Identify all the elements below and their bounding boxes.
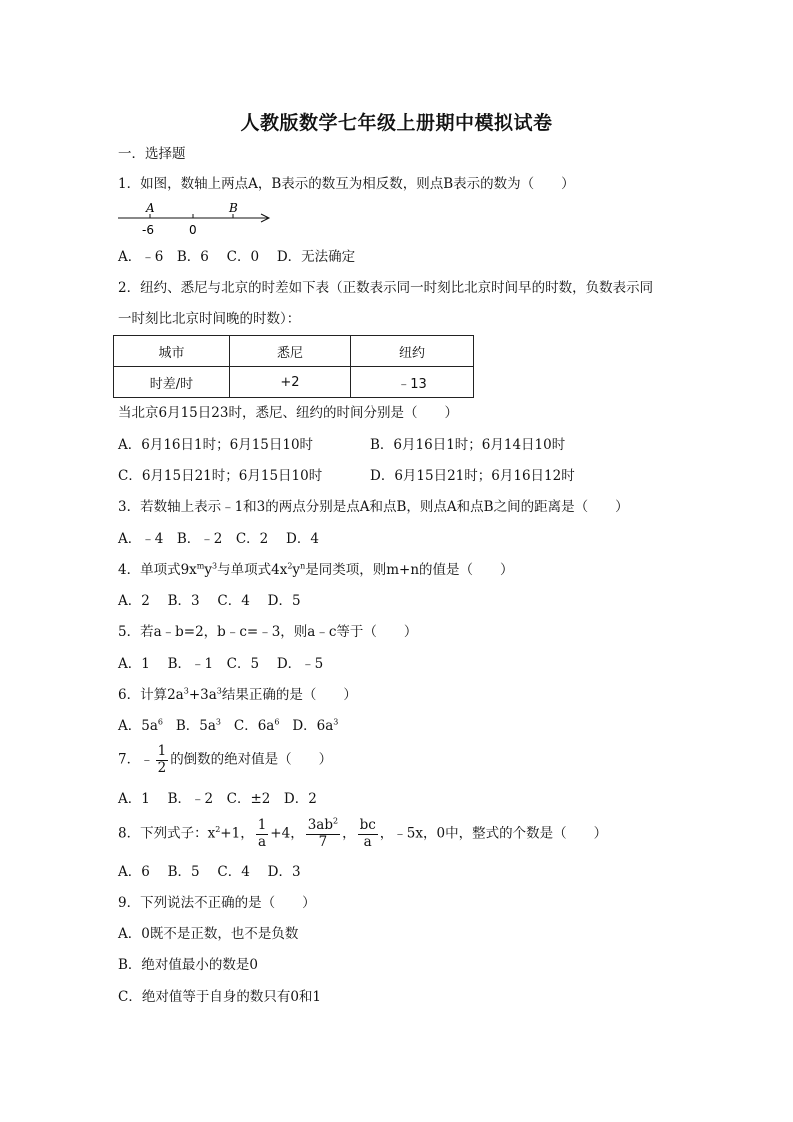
table-row	[114, 367, 474, 398]
q8-text: ，﹣5x，0中，整式的个数是（ ）	[379, 825, 608, 842]
question-6-options	[118, 717, 339, 734]
q4-text: 4．单项式9x	[118, 562, 197, 578]
point-a-label: A	[146, 201, 155, 215]
question-2-option-c: C．6月15日21时；6月15日10时	[118, 468, 323, 484]
question-2-option-d: D．6月15日21时；6月16日12时	[370, 468, 575, 484]
number-line-figure	[118, 200, 278, 240]
q6-option-a: A．5a	[118, 718, 158, 734]
q6-option-b: B．5a	[175, 718, 216, 734]
question-1-stem: 1．如图，数轴上两点A，B表示的数互为相反数，则点B表示的数为（ ）	[118, 176, 575, 192]
fraction-denominator: a	[363, 833, 372, 850]
question-2-option-b: B．6月16日1时；6月14日10时	[370, 437, 566, 453]
question-2-stem-line2: 一时刻比北京时间晚的时数）：	[118, 311, 301, 327]
q8-text: ，	[342, 825, 356, 842]
page-title: 人教版数学七年级上册期中模拟试卷	[240, 112, 553, 134]
question-9-option-c: C．绝对值等于自身的数只有0和1	[118, 989, 322, 1005]
q8-exponent: 2	[215, 825, 221, 835]
question-3-stem: 3．若数轴上表示﹣1和3的两点分别是点A和点B，则点A和点B之间的距离是（ ）	[118, 499, 629, 515]
question-9-option-a: A．0既不是正数，也不是负数	[118, 926, 299, 942]
q6-exponent: 3	[333, 717, 339, 727]
table-cell: +2	[230, 367, 351, 398]
tick-label-0: 0	[189, 223, 197, 237]
q8-numerator-text: 3ab	[307, 817, 333, 833]
fraction-numerator: bc	[359, 817, 376, 833]
fraction-numerator: 1	[257, 817, 267, 833]
question-4-stem	[118, 561, 514, 578]
table-cell: 城市	[114, 336, 230, 367]
q4-exponent: 2	[287, 561, 293, 571]
fraction-denominator: a	[257, 833, 267, 850]
question-5-options: A．1 B．﹣1 C．5 D．﹣5	[118, 656, 324, 672]
question-4-options: A．2 B．3 C．4 D．5	[118, 593, 301, 609]
fraction	[156, 744, 169, 776]
q6-text: 6．计算2a	[118, 687, 184, 703]
table-cell: 时差/时	[114, 367, 230, 398]
section-heading: 一．选择题	[118, 146, 186, 162]
q6-exponent: 3	[183, 686, 189, 696]
question-9-stem: 9．下列说法不正确的是（ ）	[118, 895, 316, 911]
q4-exponent: n	[300, 561, 306, 571]
question-2-question: 当北京6月15日23时，悉尼、纽约的时间分别是（ ）	[118, 405, 458, 421]
q4-text: 是同类项，则m+n的值是（ ）	[305, 562, 514, 578]
q4-text: y	[292, 562, 301, 578]
time-difference-table	[113, 335, 474, 398]
question-1-options: A．﹣6 B．6 C．0 D．无法确定	[118, 249, 356, 265]
point-b-label: B	[229, 201, 238, 215]
q6-exponent: 3	[215, 717, 222, 727]
question-6-stem	[118, 686, 357, 703]
q6-text: 结果正确的是（ ）	[221, 687, 357, 703]
q8-text: +4，	[270, 825, 304, 842]
q6-exponent: 3	[216, 686, 222, 696]
question-2-stem-line1: 2．纽约、悉尼与北京的时差如下表（正数表示同一时刻比北京时间早的时数，负数表示同	[118, 280, 654, 296]
question-5-stem: 5．若a﹣b=2，b﹣c=﹣3，则a﹣c等于（ ）	[118, 624, 418, 640]
q4-exponent: 3	[212, 561, 218, 571]
question-7-stem	[118, 744, 332, 776]
q6-text: +3a	[188, 687, 217, 703]
q6-option-d: D．6a	[292, 718, 334, 734]
tick-label-a: -6	[142, 223, 154, 237]
question-2-option-a: A．6月16日1时；6月15日10时	[118, 437, 314, 453]
q4-exponent: m	[196, 561, 205, 571]
fraction-denominator: 2	[157, 759, 167, 776]
q8-text: 8．下列式子：x	[118, 825, 216, 842]
q7-text: 的倒数的绝对值是（ ）	[170, 751, 333, 768]
q6-exponent: 6	[157, 717, 163, 727]
fraction-denominator: 7	[318, 833, 328, 850]
question-3-options: A．﹣4 B．﹣2 C．2 D．4	[118, 531, 319, 547]
table-cell: 纽约	[351, 336, 474, 367]
question-8-options: A．6 B．5 C．4 D．3	[118, 864, 301, 880]
q8-text: +1，	[220, 825, 254, 842]
q4-text: 与单项式4x	[217, 562, 288, 578]
q7-number: 7．	[118, 751, 141, 768]
fraction-numerator	[306, 818, 340, 835]
question-7-options: A．1 B．﹣2 C．±2 D．2	[118, 791, 317, 807]
q6-exponent: 6	[274, 717, 280, 727]
q7-sign: ﹣	[140, 751, 154, 768]
fraction	[358, 818, 378, 850]
question-9-option-b: B．绝对值最小的数是0	[118, 957, 259, 973]
q6-option-c: C．6a	[233, 718, 275, 734]
table-header-row	[114, 336, 474, 367]
question-8-stem	[118, 818, 607, 850]
table-cell: 悉尼	[230, 336, 351, 367]
table-cell: ﹣13	[351, 367, 474, 398]
q4-text: y	[204, 562, 213, 578]
fraction	[306, 818, 340, 850]
q8-exponent: 2	[332, 816, 339, 826]
fraction-numerator: 1	[157, 743, 167, 759]
fraction	[256, 818, 269, 850]
